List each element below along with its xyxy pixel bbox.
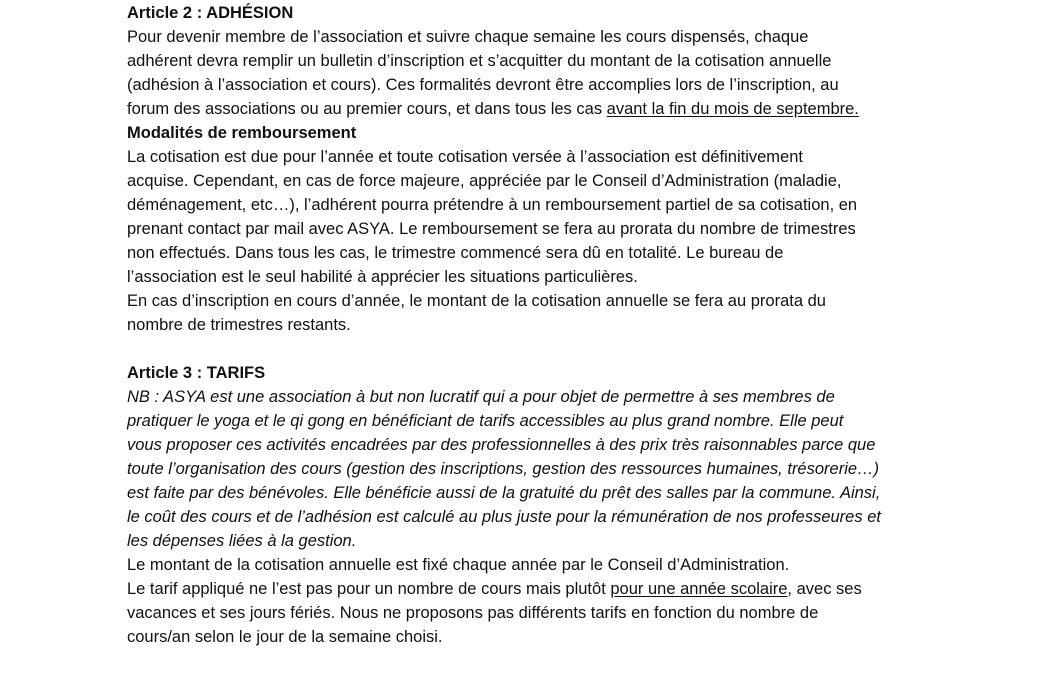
refund-line: La cotisation est due pour l’année et toute cotisation versée à l’association est définitivement (127, 148, 803, 166)
document-body (127, 1, 947, 649)
tarif-line: vacances et ses jours fériés. Nous ne proposons pas différents tarifs en fonction du nombre de (127, 604, 819, 622)
nb-line: est faite par des bénévoles. Elle bénéficie aussi de la gratuité du prêt des salles par la commune. Ainsi, (127, 484, 881, 502)
refund-line: l’association est le seul habilité à apprécier les situations particulières. (127, 268, 638, 286)
article-2-line: Pour devenir membre de l’association et suivre chaque semaine les cours dispensés, chaque (127, 28, 809, 46)
tarif-line-text-end: , avec ses (787, 580, 862, 598)
refund-line: En cas d’inscription en cours d’année, le montant de la cotisation annuelle se fera au prorata du (127, 292, 826, 310)
article-3-heading: Article 3 : TARIFS (127, 364, 266, 382)
article-2-line: (adhésion à l’association et cours). Ces formalités devront être accomplies lors de l’inscription, au (127, 76, 839, 94)
tarif-line (127, 577, 947, 601)
paragraph-spacer (127, 337, 947, 361)
refund-line: déménagement, etc…), l’adhérent pourra prétendre à un remboursement partiel de sa cotisation, en (127, 196, 858, 214)
nb-line: les dépenses liées à la gestion. (127, 532, 357, 550)
amount-line: Le montant de la cotisation annuelle est fixé chaque année par le Conseil d’Administration. (127, 556, 790, 574)
school-year-underlined-text: pour une année scolaire (610, 580, 788, 598)
tarif-line: cours/an selon le jour de la semaine choisi. (127, 628, 443, 646)
article-2-line-deadline (127, 97, 947, 121)
nb-line: vous proposer ces activités encadrées par des professionnelles à des prix très raisonnables parce que (127, 436, 876, 454)
nb-line: pratiquer le yoga et le qi gong en bénéficiant de tarifs accessibles au plus grand nombre. Elle peut (127, 412, 844, 430)
deadline-underlined-text: avant la fin du mois de septembre. (606, 100, 859, 118)
article-2-heading: Article 2 : ADHÉSION (127, 4, 294, 22)
article-2-line-text: forum des associations ou au premier cours, et dans tous les cas (127, 100, 607, 118)
refund-line: prenant contact par mail avec ASYA. Le remboursement se fera au prorata du nombre de trimestres (127, 220, 856, 238)
tarif-line-text: Le tarif appliqué ne l’est pas pour un nombre de cours mais plutôt (127, 580, 611, 598)
nb-line: le coût des cours et de l’adhésion est calculé au plus juste pour la rémunération de nos professeures et (127, 508, 881, 526)
refund-line: nombre de trimestres restants. (127, 316, 351, 334)
nb-line: toute l’organisation des cours (gestion des inscriptions, gestion des ressources humaines, trésorerie…) (127, 460, 880, 478)
article-2-line: adhérent devra remplir un bulletin d’inscription et s’acquitter du montant de la cotisation annuelle (127, 52, 832, 70)
refund-subheading: Modalités de remboursement (127, 124, 357, 142)
refund-line: non effectués. Dans tous les cas, le trimestre commencé sera dû en totalité. Le bureau de (127, 244, 784, 262)
refund-line: acquise. Cependant, en cas de force majeure, appréciée par le Conseil d’Administration (maladie, (127, 172, 842, 190)
nb-line: NB : ASYA est une association à but non lucratif qui a pour objet de permettre à ses membres de (127, 388, 835, 406)
